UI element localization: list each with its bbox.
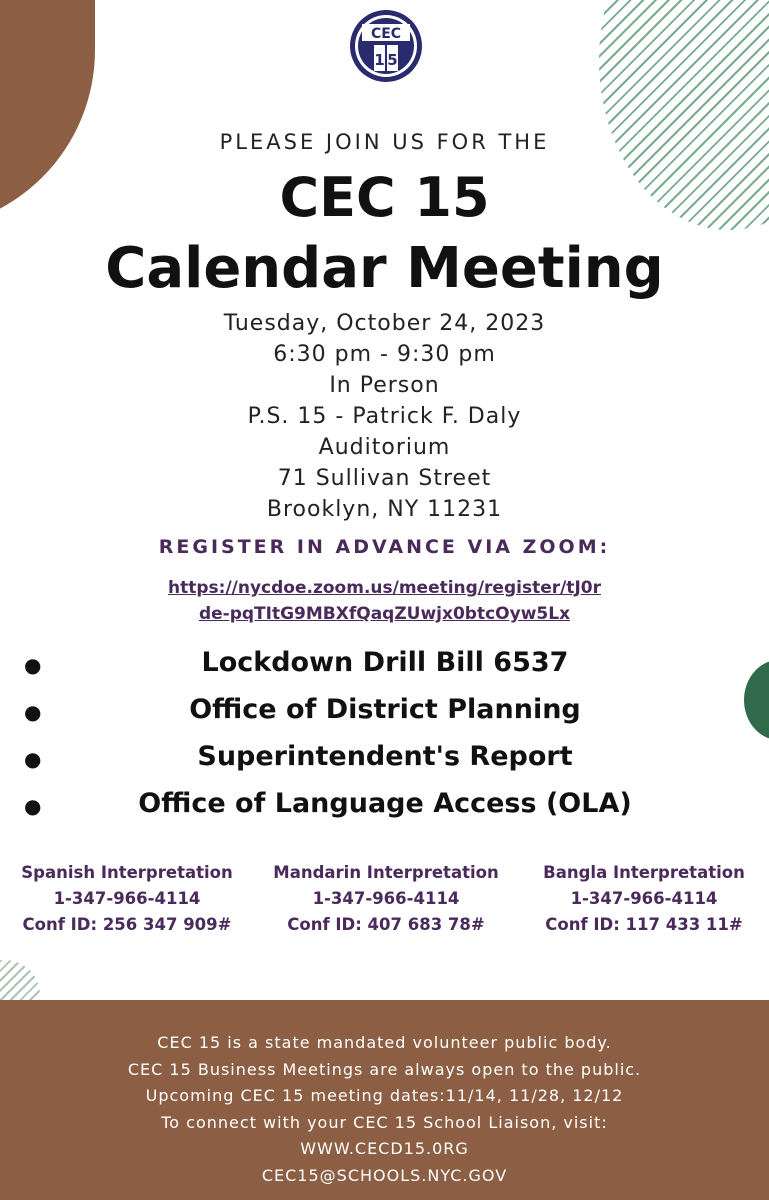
agenda-list [0, 645, 769, 833]
meeting-format: In Person [329, 373, 440, 398]
interpretation-phone[interactable]: 1-347-966-4114 [570, 889, 718, 908]
interpretation-spanish [2, 860, 252, 938]
register-heading: REGISTER IN ADVANCE VIA ZOOM: [158, 536, 611, 558]
footer-line: Upcoming CEC 15 meeting dates:11/14, 11/28, 12/12 [145, 1086, 624, 1105]
agenda-item [0, 786, 769, 833]
agenda-item-text: Superintendent's Report [197, 741, 573, 772]
interpretation-conf-id: Conf ID: 117 433 11# [545, 915, 743, 934]
interpretation-language: Spanish Interpretation [21, 863, 233, 882]
footer-website-link[interactable]: WWW.CECD15.0RG [300, 1139, 469, 1158]
interpretation-conf-id: Conf ID: 407 683 78# [287, 915, 485, 934]
intro-text: PLEASE JOIN US FOR THE [219, 130, 550, 154]
interpretation-language: Bangla Interpretation [543, 863, 745, 882]
bullet-icon: ● [24, 653, 42, 677]
footer-text [0, 1030, 769, 1189]
interpretation-phone[interactable]: 1-347-966-4114 [53, 889, 201, 908]
agenda-item [0, 692, 769, 739]
footer-line: CEC 15 Business Meetings are always open to the public. [127, 1059, 642, 1079]
footer-line: CEC 15 is a state mandated volunteer public body. [157, 1033, 612, 1052]
interpretation-mandarin [261, 860, 511, 938]
interpretation-bangla [519, 860, 769, 938]
meeting-city: Brooklyn, NY 11231 [266, 497, 503, 522]
bullet-icon: ● [24, 794, 42, 818]
bullet-icon: ● [24, 700, 42, 724]
footer-email-link[interactable]: CEC15@SCHOOLS.NYC.GOV [261, 1165, 508, 1185]
zoom-register-link[interactable] [0, 575, 769, 627]
svg-text:5: 5 [387, 51, 398, 69]
footer-banner [0, 1000, 769, 1200]
footer-line: To connect with your CEC 15 School Liaison, visit: [161, 1112, 608, 1132]
agenda-item-text: Office of District Planning [189, 694, 581, 725]
agenda-item-text: Office of Language Access (OLA) [138, 788, 632, 819]
meeting-date: Tuesday, October 24, 2023 [223, 311, 546, 336]
interpretation-conf-id: Conf ID: 256 347 909# [22, 915, 232, 934]
svg-text:1: 1 [374, 51, 385, 69]
meeting-venue: P.S. 15 - Patrick F. Daly [247, 404, 522, 429]
page-title-line2: Calendar Meeting [105, 236, 664, 301]
page-title-line1: CEC 15 [279, 166, 490, 229]
agenda-item [0, 645, 769, 692]
meeting-details [0, 308, 769, 525]
bullet-icon: ● [24, 747, 42, 771]
meeting-time: 6:30 pm - 9:30 pm [273, 342, 496, 367]
agenda-item-text: Lockdown Drill Bill 6537 [201, 647, 569, 678]
meeting-room: Auditorium [318, 435, 451, 460]
interpretation-language: Mandarin Interpretation [273, 863, 499, 882]
agenda-item [0, 739, 769, 786]
svg-text:CEC: CEC [370, 26, 402, 42]
cec-logo [348, 8, 424, 84]
interpretation-phone[interactable]: 1-347-966-4114 [312, 889, 460, 908]
meeting-street: 71 Sullivan Street [277, 466, 492, 491]
zoom-link-line1[interactable]: https://nycdoe.zoom.us/meeting/register/tJ0r [168, 578, 601, 598]
zoom-link-line2[interactable]: de-pqTItG9MBXfQaqZUwjx0btcOyw5Lx [198, 604, 571, 624]
